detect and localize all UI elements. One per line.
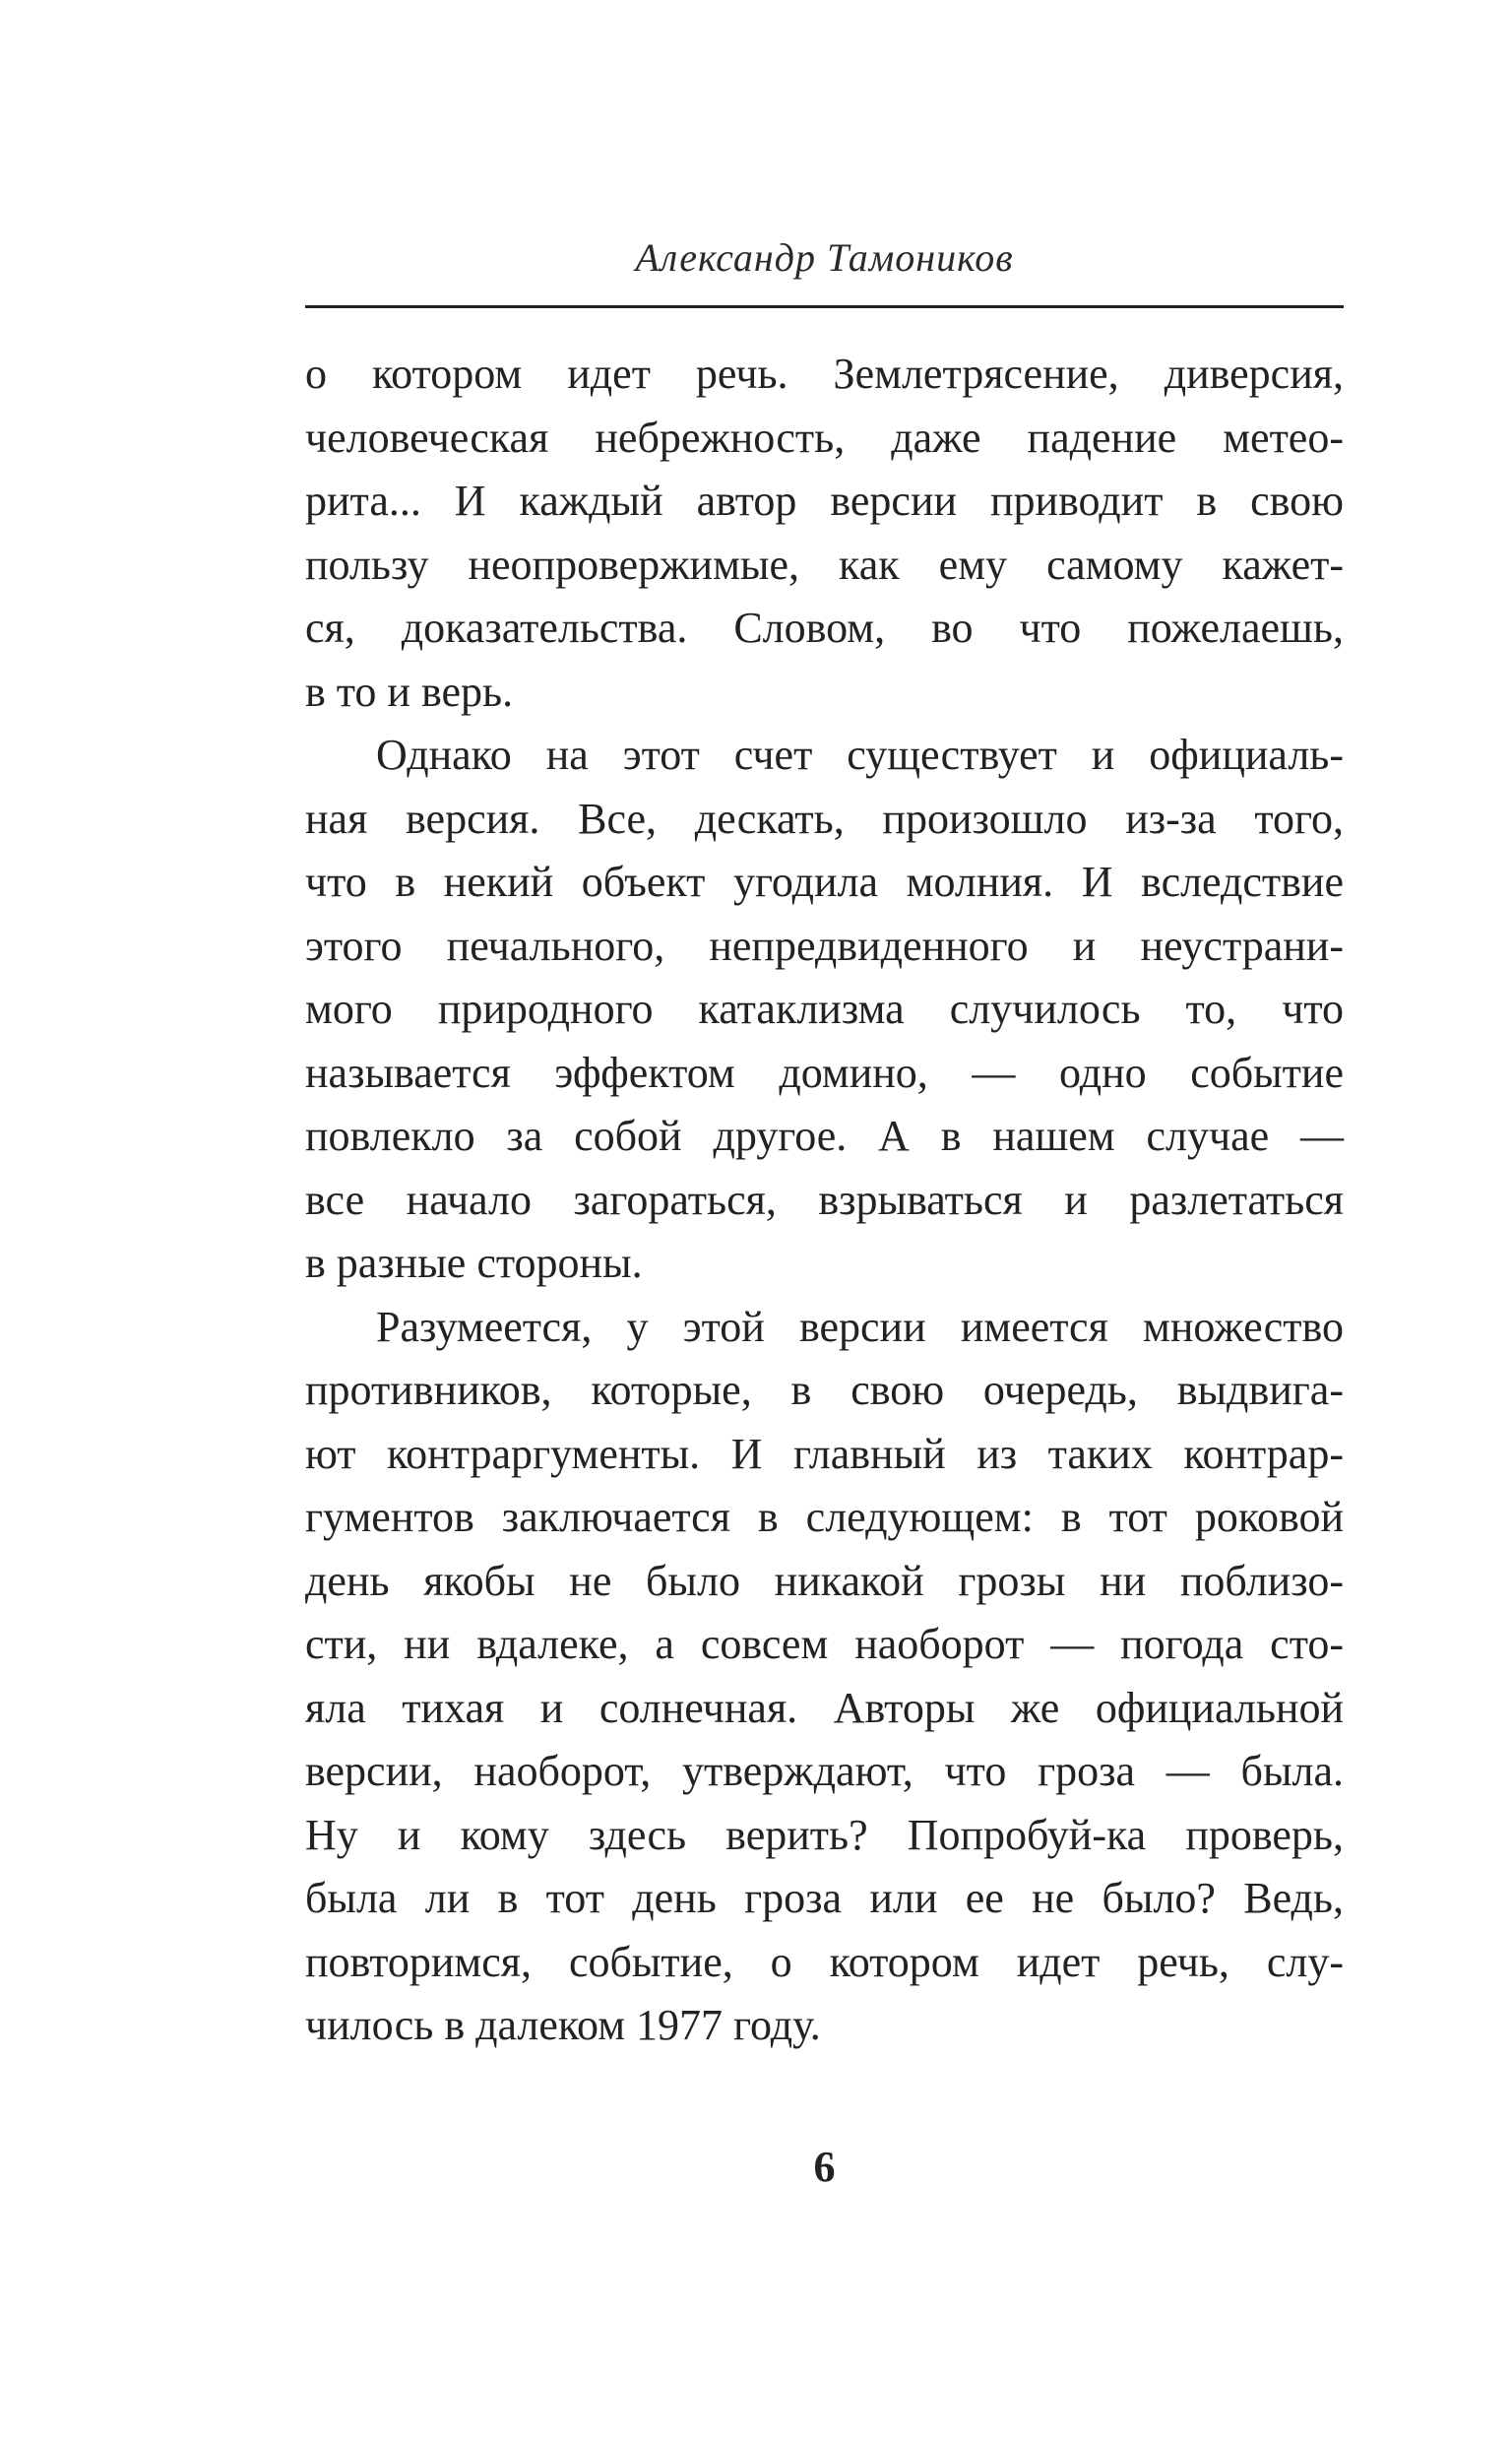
text-line: повторимся, событие, о котором идет речь, слу- xyxy=(305,1937,1344,1986)
text-line: ся, доказательства. Словом, во что пожелаешь, xyxy=(305,604,1344,652)
text-line: рита... И каждый автор версии приводит в свою xyxy=(305,477,1344,525)
header-rule xyxy=(305,305,1344,308)
text-line: Разумеется, у этой версии имеется множество xyxy=(376,1302,1344,1351)
text-line: повлекло за собой другое. А в нашем случае — xyxy=(305,1112,1344,1160)
text-line: пользу неопровержимые, как ему самому кажет- xyxy=(305,540,1344,589)
body-text xyxy=(305,343,1344,2058)
text-line: этого печального, непредвиденного и неустрани- xyxy=(305,921,1344,970)
text-line: ют контраргументы. И главный из таких контраp- xyxy=(305,1429,1344,1478)
text-line: все начало загораться, взрываться и разлетаться xyxy=(305,1175,1344,1224)
text-line: в разные стороны. xyxy=(305,1239,643,1287)
page-number: 6 xyxy=(813,2143,836,2191)
text-line: гументов заключается в следующем: в тот роковой xyxy=(305,1493,1344,1541)
text-line: противников, которые, в свою очередь, выдвига- xyxy=(305,1366,1344,1414)
text-line: о котором идет речь. Землетрясение, диверсия, xyxy=(305,350,1344,398)
text-line: версии, наоборот, утверждают, что гроза — была. xyxy=(305,1747,1344,1795)
text-line: человеческая небрежность, даже падение метео- xyxy=(305,413,1344,462)
text-line: яла тихая и солнечная. Авторы же официальной xyxy=(305,1683,1344,1732)
text-line: называется эффектом домино, — одно событие xyxy=(305,1048,1344,1097)
text-line: была ли в тот день гроза или ее не было? Ведь, xyxy=(305,1874,1344,1922)
text-line: сти, ни вдалеке, а совсем наоборот — погода сто- xyxy=(305,1620,1344,1668)
text-line: Ну и кому здесь верить? Попробуй-ка проверь, xyxy=(305,1810,1344,1859)
text-line: чилось в далеком 1977 году. xyxy=(305,2001,821,2049)
text-line: день якобы не было никакой грозы ни поблизо- xyxy=(305,1556,1344,1605)
text-line: что в некий объект угодила молния. И вследствие xyxy=(305,858,1344,906)
text-line: ная версия. Все, дескать, произошло из-за того, xyxy=(305,794,1344,843)
text-line: в то и верь. xyxy=(305,667,514,716)
text-line: Однако на этот счет существует и официаль- xyxy=(376,731,1344,779)
text-line: мого природного катаклизма случилось то, что xyxy=(305,985,1344,1033)
running-head-author: Александр Тамоников xyxy=(635,235,1014,280)
